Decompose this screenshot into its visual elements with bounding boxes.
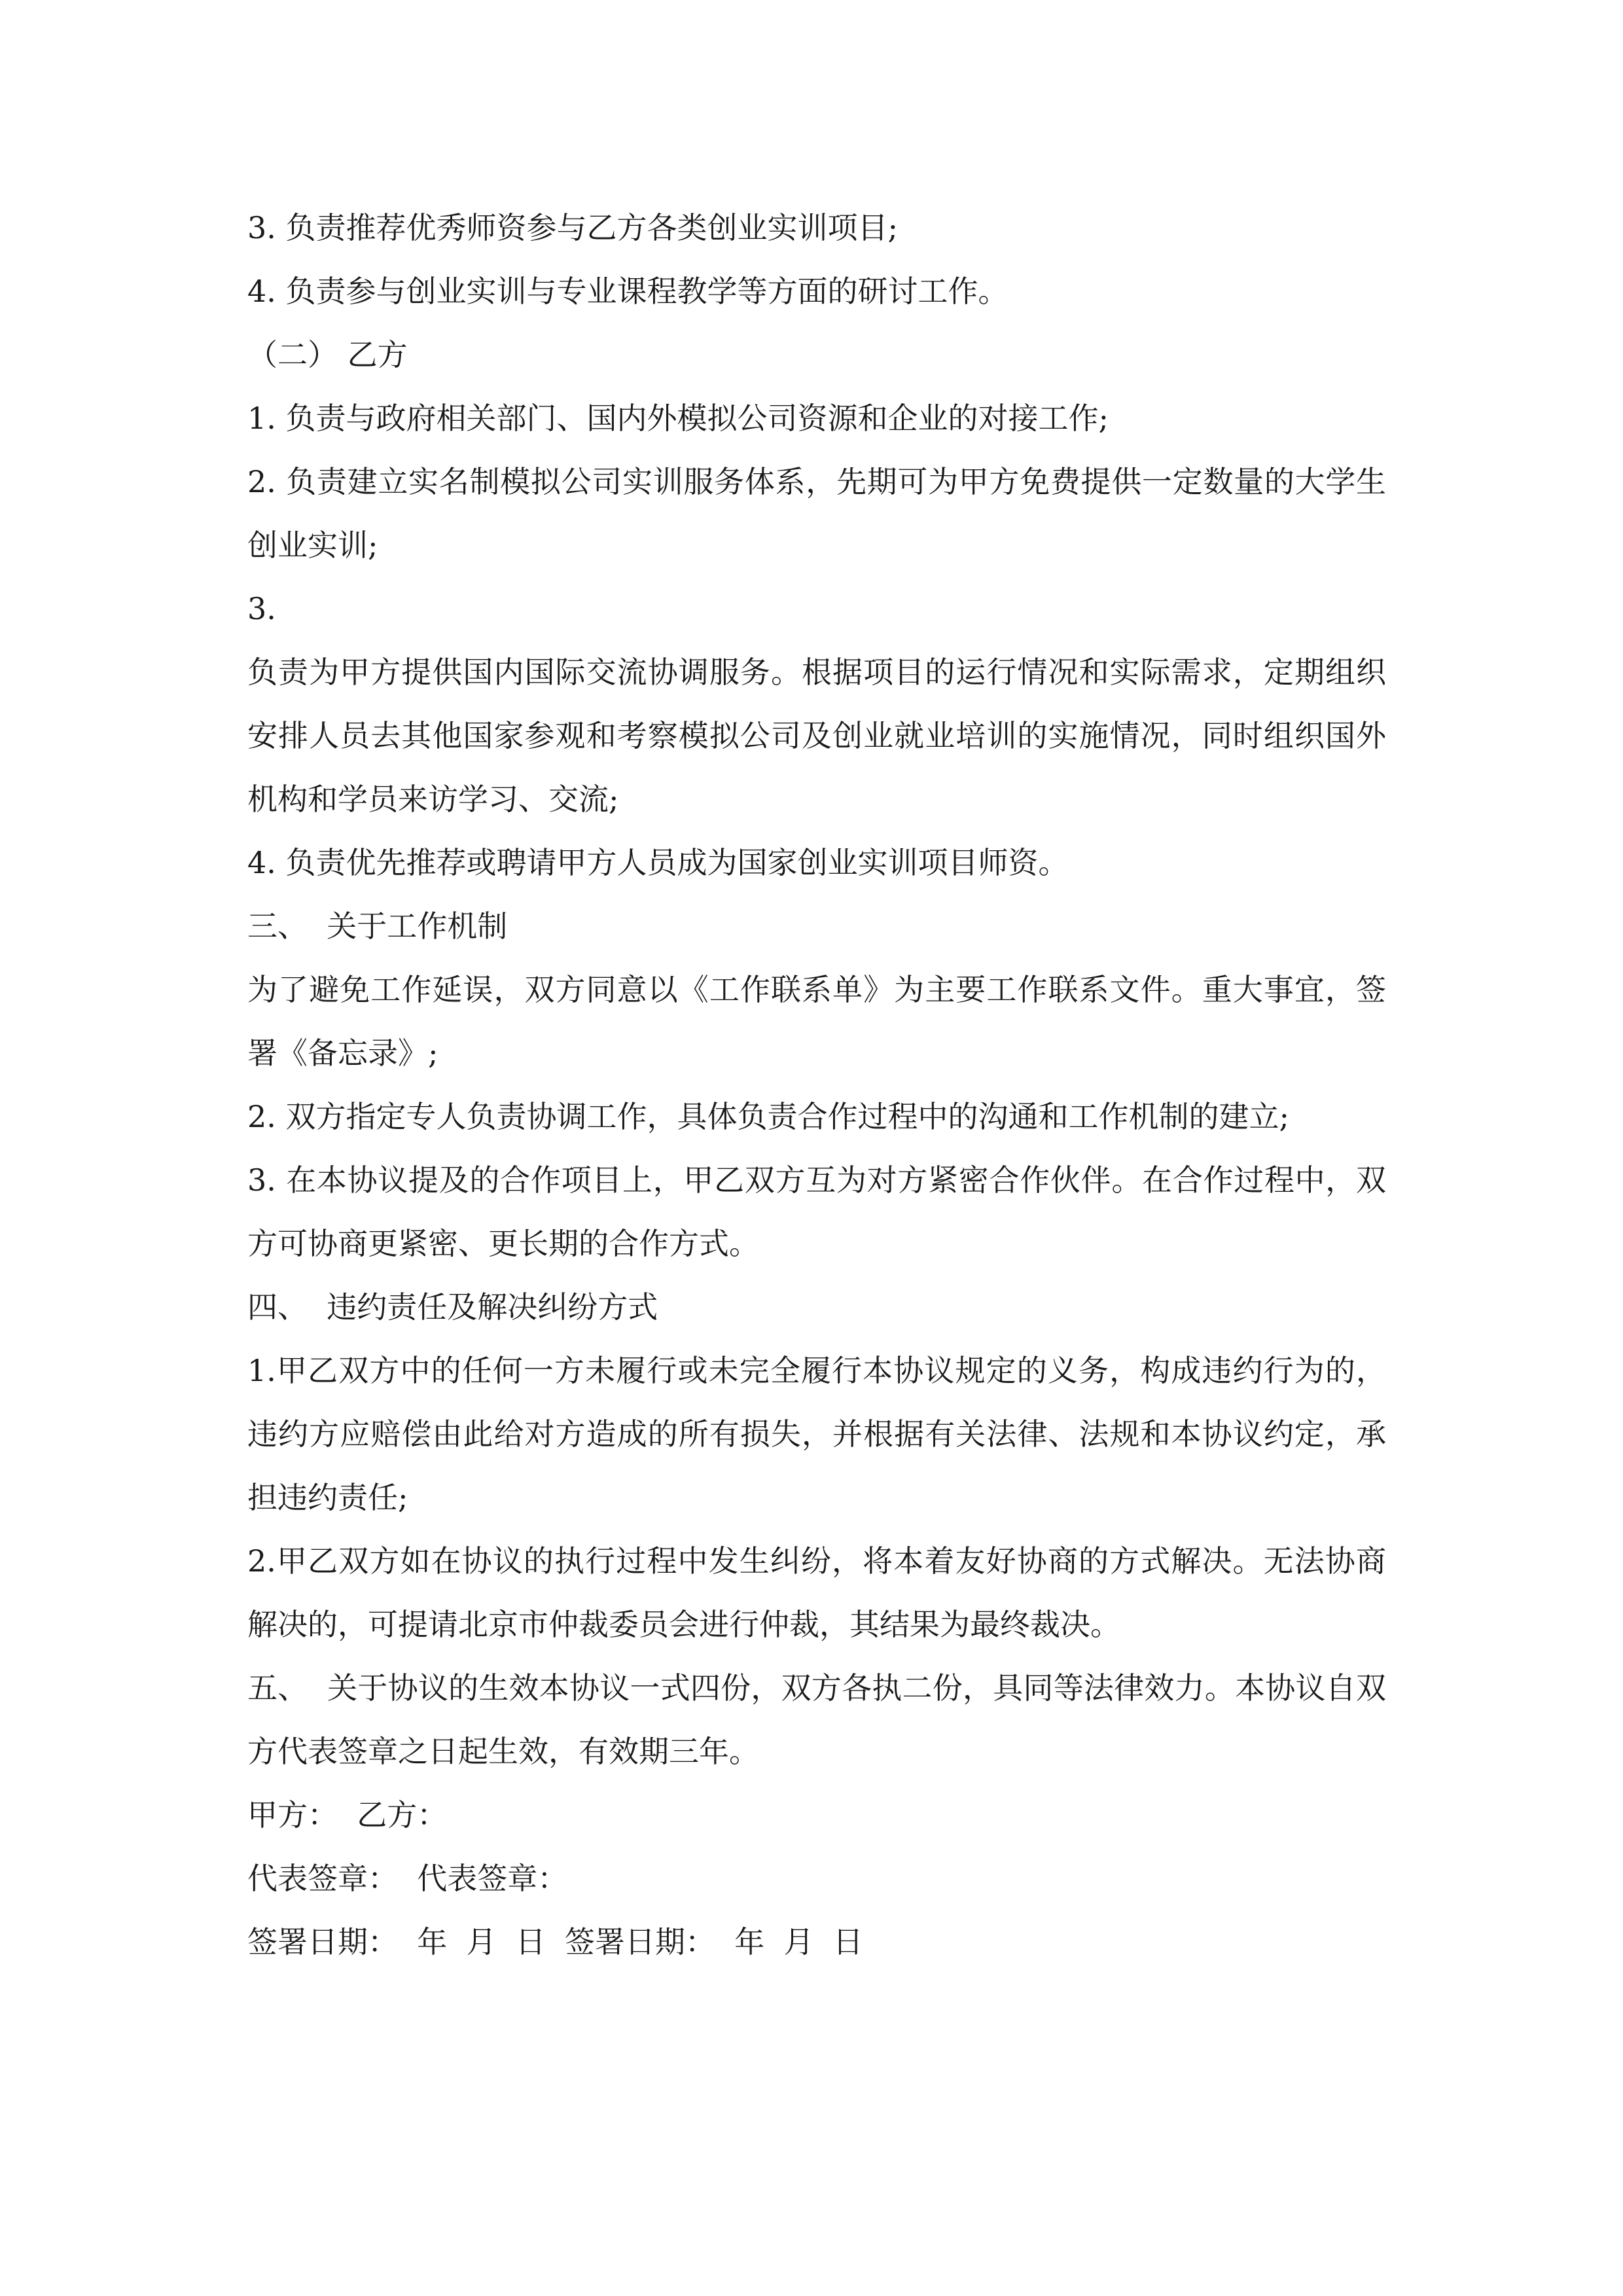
paragraph-liability-item-2: 2.甲乙双方如在协议的执行过程中发生纠纷，将本着友好协商的方式解决。无法协商解决的，可提请北京市仲裁委员会进行仲裁，其结果为最终裁决。: [247, 1543, 1386, 1642]
paragraph-party-b-item-3-text: 负责为甲方提供国内国际交流协调服务。根据项目的运行情况和实际需求，定期组织安排人员去其他国家参观和考察模拟公司及创业就业培训的实施情况，同时组织国外机构和学员来访学习、交流;: [247, 655, 1386, 817]
section-effectiveness: 五、 关于协议的生效本协议一式四份，双方各执二份，具同等法律效力。本协议自双方代表签章之日起生效，有效期三年。: [247, 1670, 1386, 1769]
document-body: [247, 196, 1386, 1974]
paragraph-party-b-item-3-number: 3.: [247, 591, 276, 626]
paragraph-party-b-item-2: 2. 负责建立实名制模拟公司实训服务体系，先期可为甲方免费提供一定数量的大学生创业实训;: [247, 464, 1386, 563]
section-heading-work-mechanism: 三、 关于工作机制: [247, 908, 508, 944]
paragraph-party-b-item-1: 1. 负责与政府相关部门、国内外模拟公司资源和企业的对接工作;: [247, 401, 1109, 436]
paragraph-mechanism-item-2: 2. 双方指定专人负责协调工作，具体负责合作过程中的沟通和工作机制的建立;: [247, 1099, 1290, 1134]
paragraph-party-b-item-4: 4. 负责优先推荐或聘请甲方人员成为国家创业实训项目师资。: [247, 845, 1069, 880]
paragraph-mechanism-item-1: 为了避免工作延误，双方同意以《工作联系单》为主要工作联系文件。重大事宜，签署《备忘录》;: [247, 972, 1386, 1071]
paragraph-liability-item-1: 1.甲乙双方中的任何一方未履行或未完全履行本协议规定的义务，构成违约行为的，违约方应赔偿由此给对方造成的所有损失，并根据有关法律、法规和本协议约定，承担违约责任;: [247, 1353, 1386, 1515]
paragraph-party-a-item-4: 4. 负责参与创业实训与专业课程教学等方面的研讨工作。: [247, 274, 1008, 309]
signature-representatives: 代表签章： 代表签章：: [247, 1861, 568, 1896]
signature-parties: 甲方： 乙方：: [247, 1797, 448, 1833]
section-heading-liability: 四、 违约责任及解决纠纷方式: [247, 1289, 658, 1325]
section-heading-party-b: （二） 乙方: [247, 337, 408, 372]
signature-dates: 签署日期： 年 月 日 签署日期： 年 月 日: [247, 1924, 863, 1960]
paragraph-party-a-item-3: 3. 负责推荐优秀师资参与乙方各类创业实训项目;: [247, 210, 899, 245]
paragraph-mechanism-item-3: 3. 在本协议提及的合作项目上，甲乙双方互为对方紧密合作伙伴。在合作过程中，双方可协商更紧密、更长期的合作方式。: [247, 1162, 1386, 1261]
